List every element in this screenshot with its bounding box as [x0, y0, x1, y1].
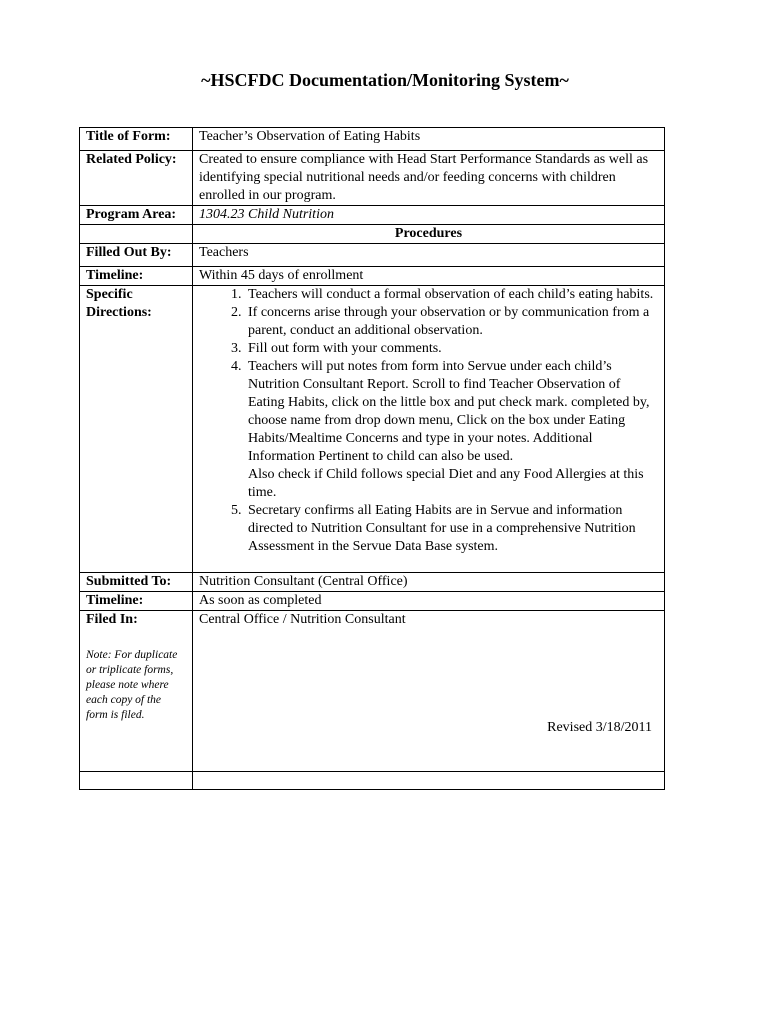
direction-item: 3. Fill out form with your comments.: [245, 340, 658, 358]
revised-date: Revised 3/18/2011: [547, 720, 652, 735]
program-area-label: Program Area:: [80, 206, 193, 225]
direction-item-extra: Also check if Child follows special Diet and any Food Allergies at this time.: [248, 467, 644, 500]
directions-list: [199, 286, 658, 556]
filed-in-value: Central Office / Nutrition Consultant: [199, 612, 406, 627]
direction-item: 2. If concerns arise through your observation or by communication from a parent, conduct an additional observation.: [245, 304, 658, 340]
row-filled-out-by: [80, 244, 665, 267]
row-specific-directions: [80, 286, 665, 573]
timeline-2-label: Timeline:: [80, 592, 193, 611]
filed-in-label: Filed In:: [86, 612, 138, 627]
form-table: [79, 127, 665, 790]
procedures-label-cell: [80, 225, 193, 244]
blank-cell-right: [193, 772, 665, 790]
submitted-to-value: Nutrition Consultant (Central Office): [193, 573, 665, 592]
direction-item: 5. Secretary confirms all Eating Habits are in Servue and information directed to Nutrition Consultant for use in a comprehensive Nutrition Assessment in the Servue Data Base system.: [245, 502, 658, 556]
row-program-area: [80, 206, 665, 225]
row-blank: [80, 772, 665, 790]
row-submitted-to: [80, 573, 665, 592]
filed-in-label-cell: [80, 611, 193, 772]
timeline-value: Within 45 days of enrollment: [193, 267, 665, 286]
filing-note: Note: For duplicate or triplicate forms, please note where each copy of the form is filed.: [86, 649, 178, 721]
row-timeline-2: [80, 592, 665, 611]
filed-in-value-cell: [193, 611, 665, 772]
specific-directions-value: [193, 286, 665, 573]
direction-item: [245, 358, 658, 502]
blank-cell-left: [80, 772, 193, 790]
procedures-heading: Procedures: [193, 225, 665, 244]
row-filed-in: [80, 611, 665, 772]
timeline-label: Timeline:: [80, 267, 193, 286]
timeline-2-value: As soon as completed: [193, 592, 665, 611]
row-procedures: [80, 225, 665, 244]
row-related-policy: [80, 151, 665, 206]
direction-item-text: Teachers will put notes from form into Servue under each child’s Nutrition Consultant Report. Scroll to find Teacher Observation of Eating Habits, click on the little box and put check mark. completed by, choose name from drop down menu, Click on the box under Eating Habits/Mealtime Concerns and type in your notes. Additional Information Pertinent to child can also be used.: [248, 359, 650, 464]
filled-out-by-value: Teachers: [193, 244, 665, 267]
specific-directions-label: Specific Directions:: [80, 286, 193, 573]
row-form-title: [80, 128, 665, 151]
page-title: ~HSCFDC Documentation/Monitoring System~: [201, 70, 569, 90]
direction-item: 1. Teachers will conduct a formal observation of each child’s eating habits.: [245, 286, 658, 304]
form-title-label: Title of Form:: [80, 128, 193, 151]
submitted-to-label: Submitted To:: [80, 573, 193, 592]
filled-out-by-label: Filled Out By:: [80, 244, 193, 267]
related-policy-label: Related Policy:: [80, 151, 193, 206]
program-area-value: 1304.23 Child Nutrition: [193, 206, 665, 225]
related-policy-value: Created to ensure compliance with Head Start Performance Standards as well as identifying special nutritional needs and/or feeding concerns with children enrolled in our program.: [193, 151, 665, 206]
row-timeline: [80, 267, 665, 286]
form-title-value: Teacher’s Observation of Eating Habits: [193, 128, 665, 151]
